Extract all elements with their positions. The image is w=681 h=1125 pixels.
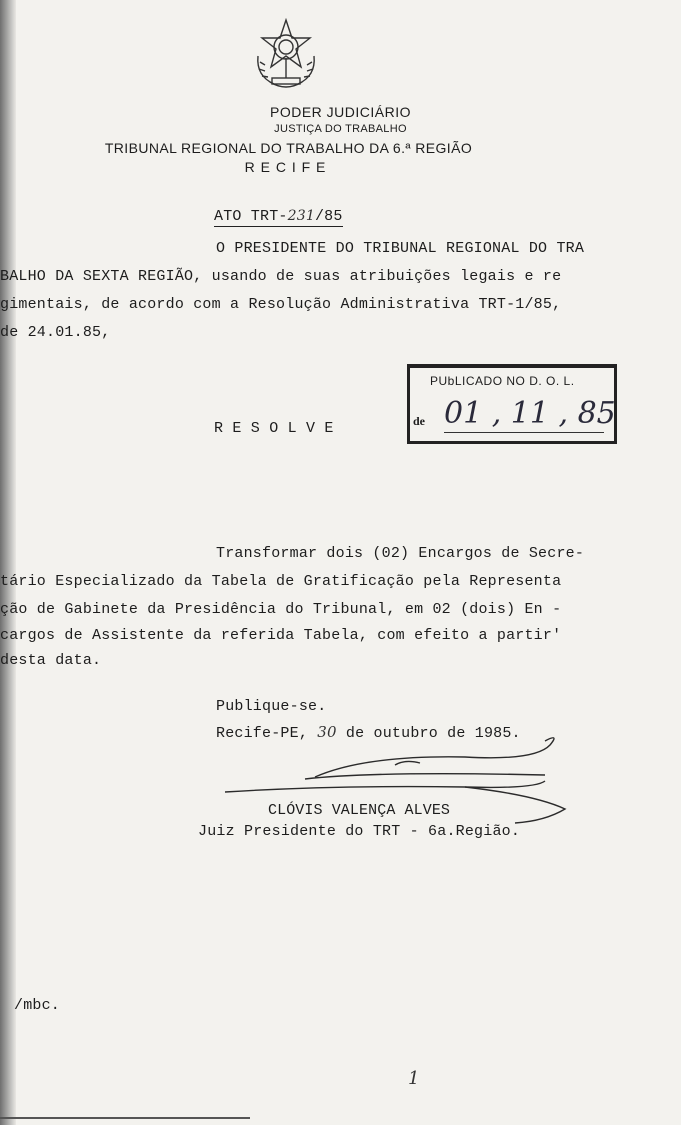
preamble-line-4: de 24.01.85, <box>0 324 111 341</box>
act-number-handwritten: 231 <box>287 208 315 224</box>
header-line-1: PODER JUDICIÁRIO <box>269 104 411 120</box>
body-line-1: Transformar dois (02) Encargos de Secre- <box>216 545 585 562</box>
stamp-title: PUbLICADO NO D. O. L. <box>430 374 575 388</box>
preamble-line-1: O PRESIDENTE DO TRIBUNAL REGIONAL DO TRA <box>216 240 585 257</box>
stamp-date-handwritten: 01 , 11 , 85 <box>444 396 616 431</box>
resolve-heading: R E S O L V E <box>214 420 334 437</box>
day-handwritten: 30 <box>317 723 337 741</box>
preamble-line-2: BALHO DA SEXTA REGIÃO, usando de suas atribuições legais e re <box>0 268 562 285</box>
place: Recife-PE, <box>216 725 309 742</box>
date-rest: de outubro de 1985. <box>345 725 521 742</box>
header-line-3: TRIBUNAL REGIONAL DO TRABALHO DA 6.ª REGIÃO <box>104 140 473 156</box>
signer-title: Juiz Presidente do TRT - 6a.Região. <box>198 823 521 840</box>
coat-of-arms-icon <box>252 18 320 94</box>
page-mark: 1 <box>408 1068 420 1089</box>
publication-stamp <box>407 364 617 444</box>
header-line-2: JUSTIÇA DO TRABALHO <box>274 123 407 135</box>
header-line-4: R E C I F E <box>244 159 327 175</box>
signer-name: CLÓVIS VALENÇA ALVES <box>268 802 451 819</box>
act-prefix: ATO TRT- <box>214 208 288 225</box>
body-line-2: tário Especializado da Tabela de Gratificação pela Representa <box>0 573 562 590</box>
body-line-3: ção de Gabinete da Presidência do Tribunal, em 02 (dois) En - <box>0 601 562 618</box>
act-title <box>214 208 343 227</box>
body-line-5: desta data. <box>0 652 102 669</box>
act-suffix: /85 <box>314 208 343 225</box>
preamble-line-3: gimentais, de acordo com a Resolução Administrativa TRT-1/85, <box>0 296 562 313</box>
typist-initials: /mbc. <box>14 997 61 1014</box>
publish-line: Publique-se. <box>216 698 327 715</box>
body-line-4: cargos de Assistente da referida Tabela, com efeito a partir' <box>0 627 562 644</box>
bottom-rule <box>0 1117 250 1119</box>
stamp-de-label: de <box>413 414 425 428</box>
